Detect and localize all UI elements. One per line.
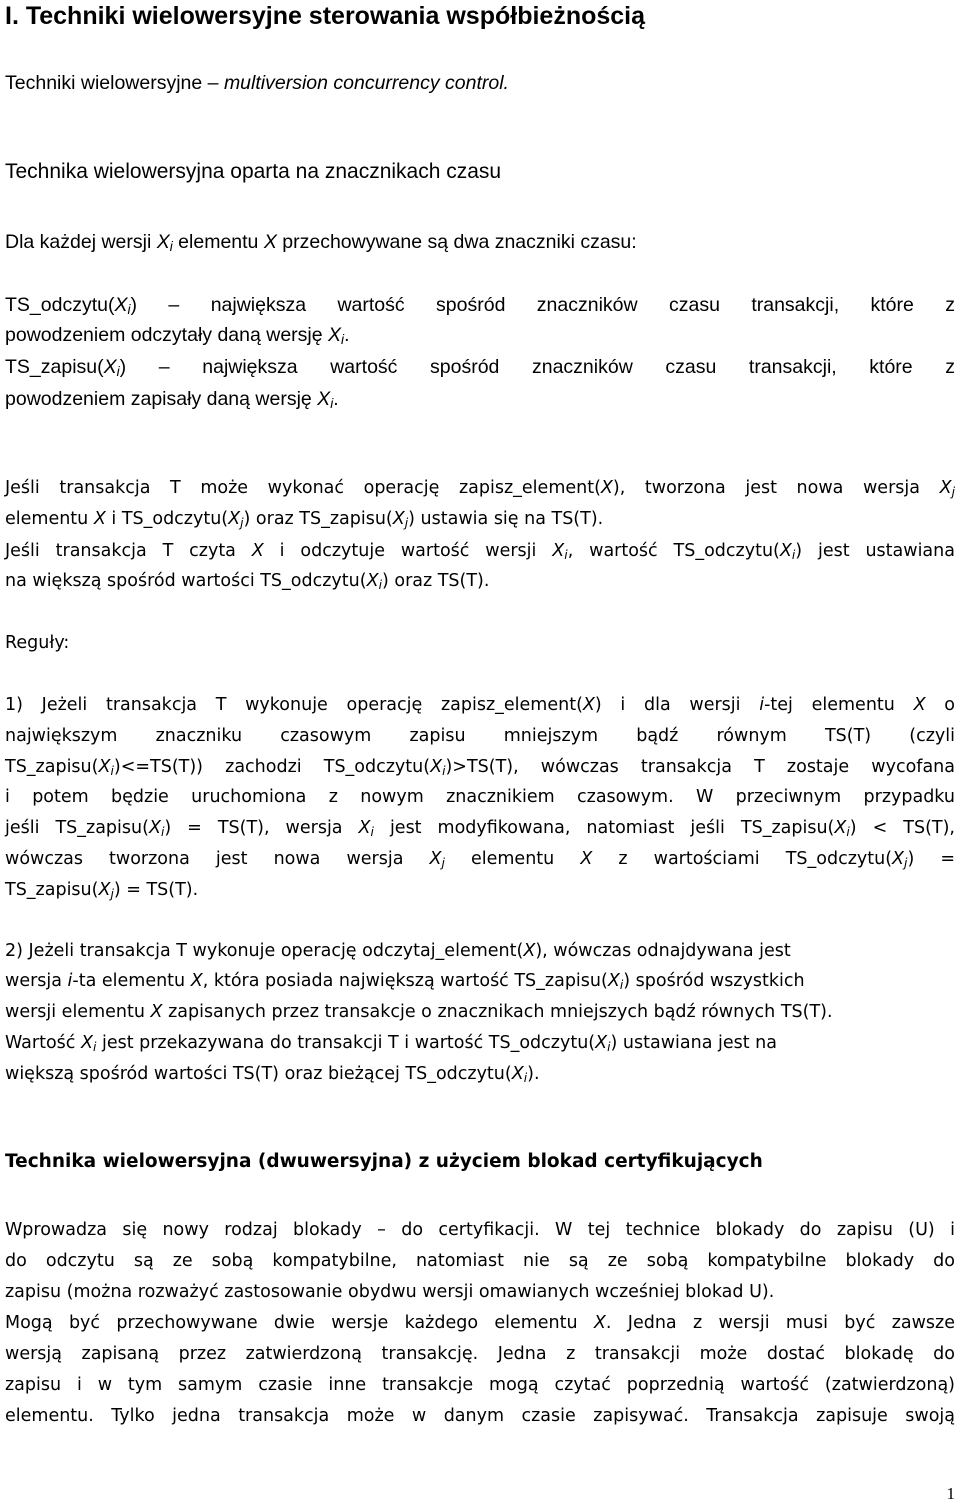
write-paragraph-line-1: Jeśli transakcja T może wykonać operację zapisz_element(X), tworzona jest nowa wersja $X_j$ bbox=[5, 478, 955, 499]
rule2-line-5: większą spośród wartości TS(T) oraz bieżącej $TS\_odczytu(X_i)$. bbox=[5, 1064, 540, 1085]
section2-line-7: elementu. Tylko jedna transakcja może w danym czasie zapisywać. Transakcja zapisuje swoją bbox=[5, 1406, 955, 1426]
rule1-line-6: wówczas tworzona jest nowa wersja $X_j$ elementu X z wartościami $TS\_odczytu(X_j)$ = bbox=[5, 849, 956, 870]
page-title: I. Techniki wielowersyjne sterowania współbieżnością bbox=[5, 2, 646, 30]
read-paragraph-line-2: na większą spośród wartości $TS\_odczytu(X_i)$ oraz TS(T). bbox=[5, 571, 490, 592]
section2-line-6: zapisu i w tym samym czasie inne transakcje mogą czytać poprzednią wartość (zatwierdzoną) bbox=[5, 1375, 955, 1395]
section2-line-2: do odczytu są ze sobą kompatybilne, natomiast nie są ze sobą kompatybilne blokady do bbox=[5, 1251, 955, 1271]
rule1-line-3: $TS\_zapisu(X_i)<=TS(T)$) zachodzi $TS\_odczytu(X_i)>TS(T)$, wówczas transakcja T zostaje wycofana bbox=[5, 757, 955, 778]
rule2-line-3: wersji elementu X zapisanych przez transakcje o znacznikach mniejszych bądź równych TS(T). bbox=[5, 1002, 833, 1022]
rule1-line-1: 1) Jeżeli transakcja T wykonuje operację zapisz_element(X) i dla wersji i-tej elementu X o bbox=[5, 695, 955, 715]
read-paragraph-line-1: Jeśli transakcja T czyta X i odczytuje wartość wersji $X_i$, wartość $TS\_odczytu(X_i)$ jest ustawiana bbox=[5, 541, 955, 562]
section1-heading: Technika wielowersyjna oparta na znacznikach czasu bbox=[5, 160, 502, 183]
section2-line-1: Wprowadza się nowy rodzaj blokady – do certyfikacji. W tej technice blokady do zapisu (U) i bbox=[5, 1220, 955, 1240]
write-paragraph-line-2: elementu X i $TS\_odczytu(X_j)$ oraz $TS\_zapisu(X_j)$ ustawia się na TS(T). bbox=[5, 509, 604, 530]
section2-line-4: Mogą być przechowywane dwie wersje każdego elementu X. Jedna z wersji musi być zawsze bbox=[5, 1313, 955, 1333]
ts-write-definition: $TS\_zapisu(X_i)$ – największa wartość spośród znaczników czasu transakcji, które z bbox=[5, 356, 955, 379]
ts-read-definition: $TS\_odczytu(X_i)$ – największa wartość spośród znaczników czasu transakcji, które z bbox=[5, 294, 956, 317]
ts-read-definition-cont: powodzeniem odczytały daną wersję $X_i$. bbox=[5, 324, 350, 347]
rule2-line-1: 2) Jeżeli transakcja T wykonuje operację odczytaj_element(X), wówczas odnajdywana jest bbox=[5, 941, 791, 961]
ts-write-definition-cont: powodzeniem zapisały daną wersję $X_i$. bbox=[5, 388, 339, 411]
rule2-line-2: wersja i-ta elementu X, która posiada największą wartość $TS\_zapisu(X_i)$ spośród wszystkich bbox=[5, 971, 805, 992]
section1-intro: Dla każdej wersji $X_i$ elementu X przechowywane są dwa znaczniki czasu: bbox=[5, 231, 637, 254]
rule1-line-7: $TS\_zapisu(X_j) = TS(T)$. bbox=[5, 880, 199, 901]
section2-heading: Technika wielowersyjna (dwuwersyjna) z użyciem blokad certyfikujących bbox=[5, 1151, 763, 1172]
section2-line-3: zapisu (można rozważyć zastosowanie obydwu wersji omawianych wcześniej blokad U). bbox=[5, 1282, 775, 1302]
rule2-line-4: Wartość $X_i$ jest przekazywana do transakcji T i wartość $TS\_odczytu(X_i)$ ustawiana jest na bbox=[5, 1033, 777, 1054]
section2-line-5: wersją zapisaną przez zatwierdzoną transakcję. Jedna z transakcji może dostać blokadę do bbox=[5, 1344, 955, 1364]
rules-label: Reguły: bbox=[5, 633, 70, 653]
page-number: 1 bbox=[946, 1484, 955, 1503]
rule1-line-2: największym znaczniku czasowym zapisu mniejszym bądź równym TS(T) (czyli bbox=[5, 726, 955, 746]
intro-line: Techniki wielowersyjne – multiversion concurrency control. bbox=[5, 72, 509, 94]
rule1-line-4: i potem będzie uruchomiona z nowym znacznikiem czasowym. W przeciwnym przypadku bbox=[5, 787, 955, 807]
rule1-line-5: jeśli $TS\_zapisu(X_i) = TS(T)$, wersja $X_i$ jest modyfikowana, natomiast jeśli $TS\_zapisu(X_i) < TS(T)$, bbox=[5, 818, 955, 839]
